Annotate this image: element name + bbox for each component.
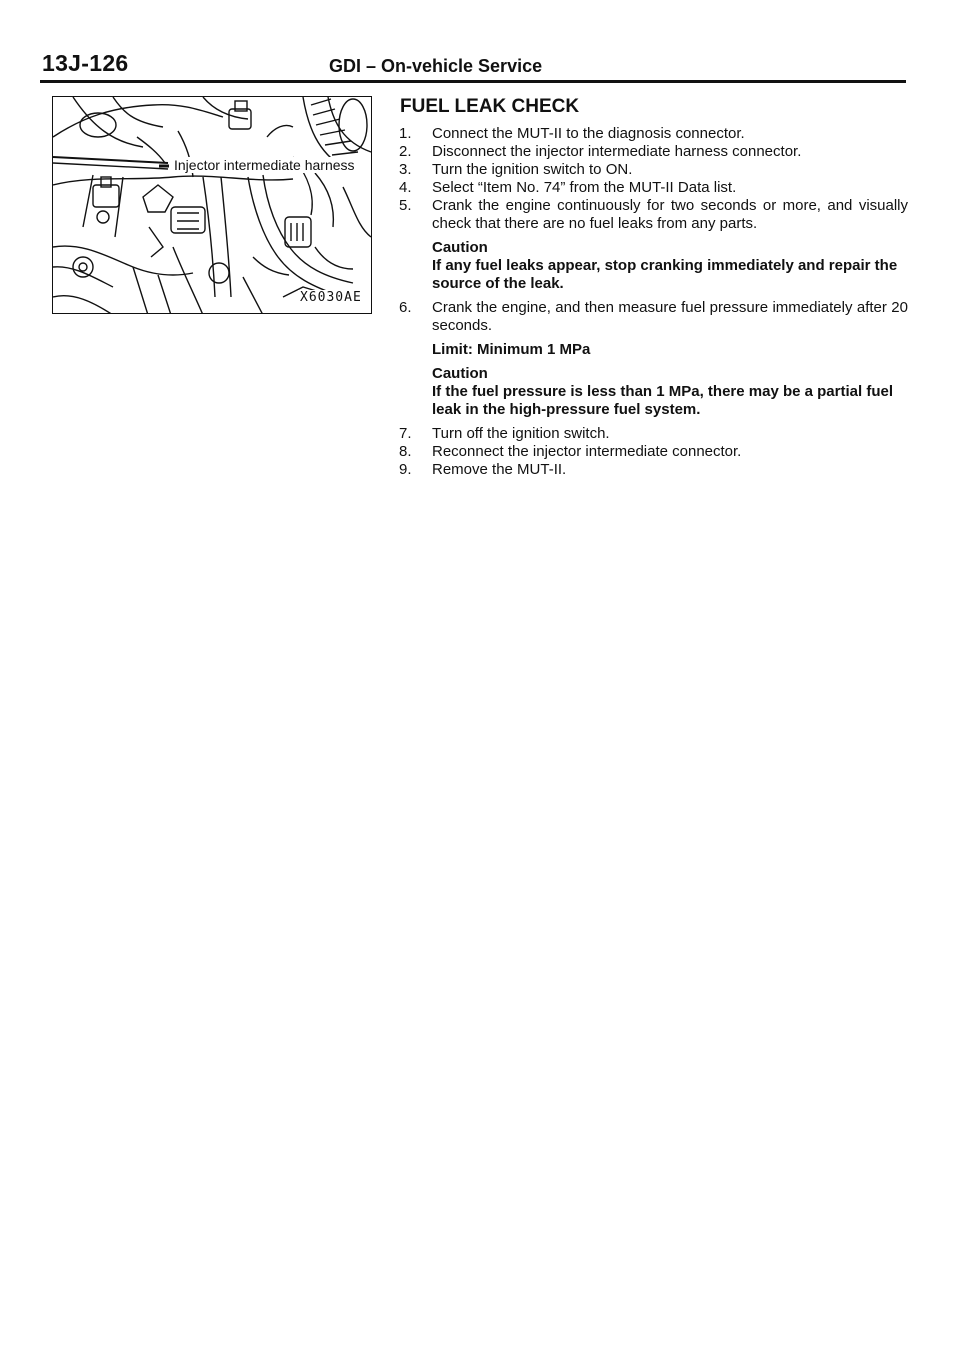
- caution-text: If any fuel leaks appear, stop cranking immediately and repair the source of the leak.: [432, 257, 898, 292]
- procedure-title: FUEL LEAK CHECK: [400, 96, 580, 117]
- step-text: Crank the engine, and then measure fuel pressure immediately after 20 seconds.: [432, 299, 908, 334]
- page-header: [40, 50, 905, 82]
- engine-illustration: [53, 97, 372, 314]
- step-text: Connect the MUT-II to the diagnosis connector.: [432, 125, 745, 142]
- step-item: [398, 425, 908, 443]
- step-text: Turn the ignition switch to ON.: [432, 161, 633, 178]
- caution-heading: Caution: [432, 239, 488, 256]
- step-text: Remove the MUT-II.: [432, 461, 567, 478]
- limit-spec: Limit: Minimum 1 MPa: [432, 341, 591, 358]
- caution-heading: Caution: [432, 365, 488, 382]
- caution-text: If the fuel pressure is less than 1 MPa, there may be a partial fuel leak in the high-pressure fuel system.: [432, 383, 893, 418]
- step-number: 2.: [399, 143, 412, 160]
- step-item: [398, 197, 908, 233]
- step-number: 1.: [399, 125, 412, 142]
- step-text: Reconnect the injector intermediate connector.: [432, 443, 742, 460]
- figure-code: X6030AE: [300, 290, 362, 305]
- figure-callout-label: Injector intermediate harness: [171, 157, 358, 173]
- page-number: 13J-126: [42, 50, 129, 76]
- step-item: [398, 143, 908, 161]
- section-title: GDI – On-vehicle Service: [329, 56, 543, 76]
- step-number: 5.: [399, 197, 412, 214]
- step-number: 3.: [399, 161, 412, 178]
- step-number: 4.: [399, 179, 412, 196]
- step-text: Disconnect the injector intermediate harness connector.: [432, 143, 802, 160]
- step-number: 6.: [399, 299, 412, 316]
- step-item: [398, 179, 908, 197]
- procedure-section: [398, 96, 908, 479]
- step-item: [398, 461, 908, 479]
- step-item: [398, 443, 908, 461]
- step-number: 7.: [399, 425, 412, 442]
- step-item: [398, 161, 908, 179]
- step-item: [398, 299, 908, 335]
- header-rule: [40, 80, 906, 83]
- step-item: [398, 125, 908, 143]
- engine-figure: [52, 96, 372, 314]
- step-text: Turn off the ignition switch.: [432, 425, 610, 442]
- step-number: 8.: [399, 443, 412, 460]
- step-number: 9.: [399, 461, 412, 478]
- step-text: Select “Item No. 74” from the MUT-II Data list.: [432, 179, 737, 196]
- step-text: Crank the engine continuously for two seconds or more, and visually check that there are no fuel leaks from any parts.: [432, 197, 908, 232]
